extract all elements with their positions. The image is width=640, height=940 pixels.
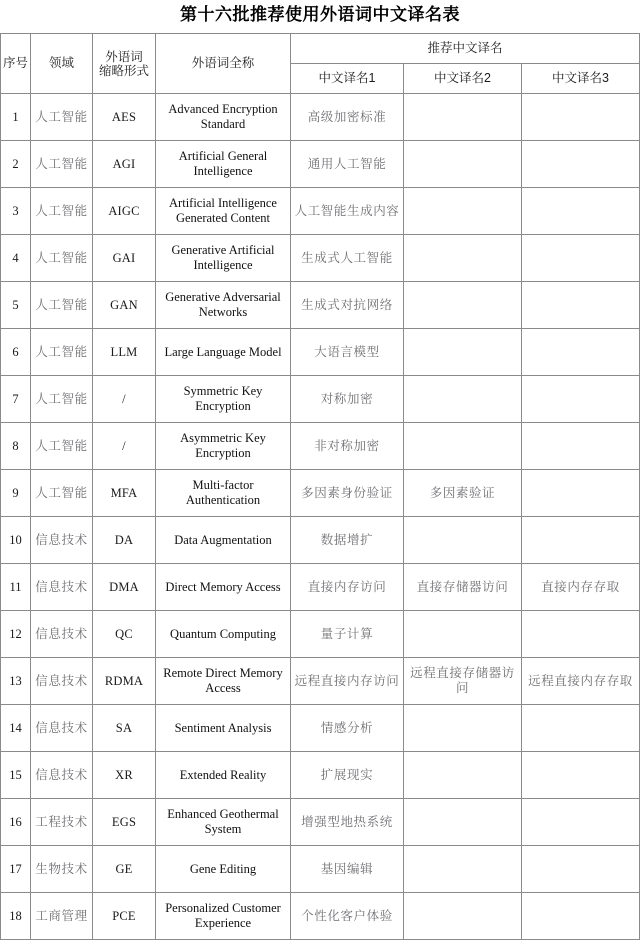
cell-abbreviation: XR xyxy=(93,752,156,799)
cell-abbreviation: DA xyxy=(93,517,156,564)
cell-full-name: Gene Editing xyxy=(156,846,291,893)
cell-field: 信息技术 xyxy=(31,611,93,658)
cell-translation-1: 对称加密 xyxy=(291,376,404,423)
cell-index: 18 xyxy=(1,893,31,940)
cell-translation-2 xyxy=(404,705,522,752)
cell-index: 4 xyxy=(1,235,31,282)
cell-full-name: Generative Adversarial Networks xyxy=(156,282,291,329)
page-title: 第十六批推荐使用外语词中文译名表 xyxy=(180,5,460,24)
cell-translation-2: 直接存储器访问 xyxy=(404,564,522,611)
cell-translation-2 xyxy=(404,517,522,564)
table-row xyxy=(1,376,640,423)
cell-translation-3 xyxy=(522,799,640,846)
cell-translation-1: 量子计算 xyxy=(291,611,404,658)
cell-full-name: Data Augmentation xyxy=(156,517,291,564)
cell-translation-3 xyxy=(522,188,640,235)
cell-full-name: Multi-factor Authentication xyxy=(156,470,291,517)
cell-translation-2 xyxy=(404,893,522,940)
cell-translation-1: 直接内存访问 xyxy=(291,564,404,611)
table-row xyxy=(1,517,640,564)
cell-translation-2 xyxy=(404,376,522,423)
cell-field: 工程技术 xyxy=(31,799,93,846)
cell-full-name: Sentiment Analysis xyxy=(156,705,291,752)
table-row xyxy=(1,282,640,329)
table-row xyxy=(1,188,640,235)
cell-abbreviation: / xyxy=(93,423,156,470)
cell-abbreviation: GAI xyxy=(93,235,156,282)
cell-abbreviation: GAN xyxy=(93,282,156,329)
column-header-abbreviation xyxy=(93,34,156,94)
cell-field: 人工智能 xyxy=(31,282,93,329)
table-row xyxy=(1,141,640,188)
cell-field: 人工智能 xyxy=(31,188,93,235)
cell-abbreviation: GE xyxy=(93,846,156,893)
cell-translation-1: 个性化客户体验 xyxy=(291,893,404,940)
cell-full-name: Advanced Encryption Standard xyxy=(156,94,291,141)
cell-abbreviation: MFA xyxy=(93,470,156,517)
column-header-recommended-group: 推荐中文译名 xyxy=(291,34,640,64)
cell-full-name: Remote Direct Memory Access xyxy=(156,658,291,705)
cell-translation-2 xyxy=(404,235,522,282)
cell-index: 14 xyxy=(1,705,31,752)
cell-abbreviation: SA xyxy=(93,705,156,752)
cell-translation-1: 非对称加密 xyxy=(291,423,404,470)
cell-field: 生物技术 xyxy=(31,846,93,893)
cell-field: 人工智能 xyxy=(31,235,93,282)
table-row xyxy=(1,329,640,376)
cell-translation-3 xyxy=(522,141,640,188)
cell-translation-2 xyxy=(404,188,522,235)
terminology-table xyxy=(0,33,640,940)
cell-field: 信息技术 xyxy=(31,517,93,564)
cell-index: 9 xyxy=(1,470,31,517)
cell-abbreviation: AIGC xyxy=(93,188,156,235)
cell-translation-1: 通用人工智能 xyxy=(291,141,404,188)
cell-translation-2 xyxy=(404,94,522,141)
cell-translation-2 xyxy=(404,611,522,658)
cell-field: 人工智能 xyxy=(31,141,93,188)
cell-field: 信息技术 xyxy=(31,658,93,705)
cell-abbreviation: / xyxy=(93,376,156,423)
cell-translation-3 xyxy=(522,235,640,282)
column-header-abbreviation-line2: 缩略形式 xyxy=(98,63,149,78)
cell-field: 工商管理 xyxy=(31,893,93,940)
cell-index: 15 xyxy=(1,752,31,799)
cell-abbreviation: QC xyxy=(93,611,156,658)
cell-translation-2 xyxy=(404,282,522,329)
cell-full-name: Artificial General Intelligence xyxy=(156,141,291,188)
column-header-field: 领域 xyxy=(31,34,93,94)
cell-translation-1: 人工智能生成内容 xyxy=(291,188,404,235)
cell-full-name: Symmetric Key Encryption xyxy=(156,376,291,423)
cell-translation-3 xyxy=(522,282,640,329)
cell-translation-2 xyxy=(404,846,522,893)
column-header-index: 序号 xyxy=(1,34,31,94)
table-row xyxy=(1,893,640,940)
cell-translation-1: 数据增扩 xyxy=(291,517,404,564)
cell-index: 11 xyxy=(1,564,31,611)
column-header-translation-2: 中文译名2 xyxy=(404,64,522,94)
cell-translation-2 xyxy=(404,329,522,376)
cell-field: 人工智能 xyxy=(31,94,93,141)
cell-translation-2 xyxy=(404,423,522,470)
cell-translation-1: 远程直接内存访问 xyxy=(291,658,404,705)
cell-translation-1: 情感分析 xyxy=(291,705,404,752)
cell-abbreviation: AGI xyxy=(93,141,156,188)
cell-translation-3 xyxy=(522,705,640,752)
cell-index: 13 xyxy=(1,658,31,705)
table-body xyxy=(1,94,640,940)
cell-translation-2 xyxy=(404,752,522,799)
cell-translation-3: 直接内存存取 xyxy=(522,564,640,611)
table-row xyxy=(1,705,640,752)
column-header-translation-1: 中文译名1 xyxy=(291,64,404,94)
column-header-translation-3: 中文译名3 xyxy=(522,64,640,94)
cell-full-name: Generative Artificial Intelligence xyxy=(156,235,291,282)
cell-translation-1: 大语言模型 xyxy=(291,329,404,376)
cell-translation-3 xyxy=(522,329,640,376)
cell-index: 6 xyxy=(1,329,31,376)
cell-index: 2 xyxy=(1,141,31,188)
cell-translation-3 xyxy=(522,611,640,658)
cell-field: 人工智能 xyxy=(31,470,93,517)
table-row xyxy=(1,846,640,893)
cell-index: 10 xyxy=(1,517,31,564)
cell-translation-3 xyxy=(522,893,640,940)
cell-full-name: Personalized Customer Experience xyxy=(156,893,291,940)
column-header-abbreviation-line1: 外语词 xyxy=(105,49,143,64)
cell-index: 1 xyxy=(1,94,31,141)
cell-full-name: Asymmetric Key Encryption xyxy=(156,423,291,470)
table-row xyxy=(1,611,640,658)
table-row xyxy=(1,564,640,611)
cell-translation-1: 扩展现实 xyxy=(291,752,404,799)
table-row xyxy=(1,799,640,846)
cell-field: 人工智能 xyxy=(31,423,93,470)
cell-translation-3 xyxy=(522,517,640,564)
cell-translation-2: 多因素验证 xyxy=(404,470,522,517)
cell-index: 16 xyxy=(1,799,31,846)
cell-translation-3 xyxy=(522,94,640,141)
cell-field: 人工智能 xyxy=(31,329,93,376)
cell-abbreviation: RDMA xyxy=(93,658,156,705)
cell-field: 人工智能 xyxy=(31,376,93,423)
cell-index: 5 xyxy=(1,282,31,329)
cell-abbreviation: LLM xyxy=(93,329,156,376)
cell-abbreviation: EGS xyxy=(93,799,156,846)
cell-translation-1: 高级加密标准 xyxy=(291,94,404,141)
table-row xyxy=(1,94,640,141)
cell-index: 3 xyxy=(1,188,31,235)
cell-abbreviation: AES xyxy=(93,94,156,141)
table-row xyxy=(1,752,640,799)
cell-translation-1: 多因素身份验证 xyxy=(291,470,404,517)
cell-translation-3 xyxy=(522,752,640,799)
cell-translation-2 xyxy=(404,799,522,846)
cell-translation-3 xyxy=(522,423,640,470)
cell-full-name: Extended Reality xyxy=(156,752,291,799)
table-row xyxy=(1,423,640,470)
table-row xyxy=(1,658,640,705)
cell-field: 信息技术 xyxy=(31,564,93,611)
column-header-full-name: 外语词全称 xyxy=(156,34,291,94)
cell-field: 信息技术 xyxy=(31,705,93,752)
cell-translation-3 xyxy=(522,846,640,893)
cell-translation-3: 远程直接内存存取 xyxy=(522,658,640,705)
cell-abbreviation: PCE xyxy=(93,893,156,940)
table-row xyxy=(1,235,640,282)
cell-translation-2 xyxy=(404,141,522,188)
cell-translation-1: 基因编辑 xyxy=(291,846,404,893)
cell-index: 12 xyxy=(1,611,31,658)
cell-full-name: Direct Memory Access xyxy=(156,564,291,611)
cell-translation-1: 生成式对抗网络 xyxy=(291,282,404,329)
cell-abbreviation: DMA xyxy=(93,564,156,611)
cell-translation-1: 生成式人工智能 xyxy=(291,235,404,282)
cell-translation-2: 远程直接存储器访问 xyxy=(404,658,522,705)
cell-field: 信息技术 xyxy=(31,752,93,799)
cell-full-name: Enhanced Geothermal System xyxy=(156,799,291,846)
table-row xyxy=(1,470,640,517)
cell-translation-1: 增强型地热系统 xyxy=(291,799,404,846)
cell-full-name: Large Language Model xyxy=(156,329,291,376)
cell-full-name: Quantum Computing xyxy=(156,611,291,658)
cell-full-name: Artificial Intelligence Generated Content xyxy=(156,188,291,235)
header-row-top xyxy=(1,34,640,64)
cell-index: 7 xyxy=(1,376,31,423)
cell-index: 8 xyxy=(1,423,31,470)
cell-index: 17 xyxy=(1,846,31,893)
table-header xyxy=(1,34,640,94)
cell-translation-3 xyxy=(522,470,640,517)
cell-translation-3 xyxy=(522,376,640,423)
